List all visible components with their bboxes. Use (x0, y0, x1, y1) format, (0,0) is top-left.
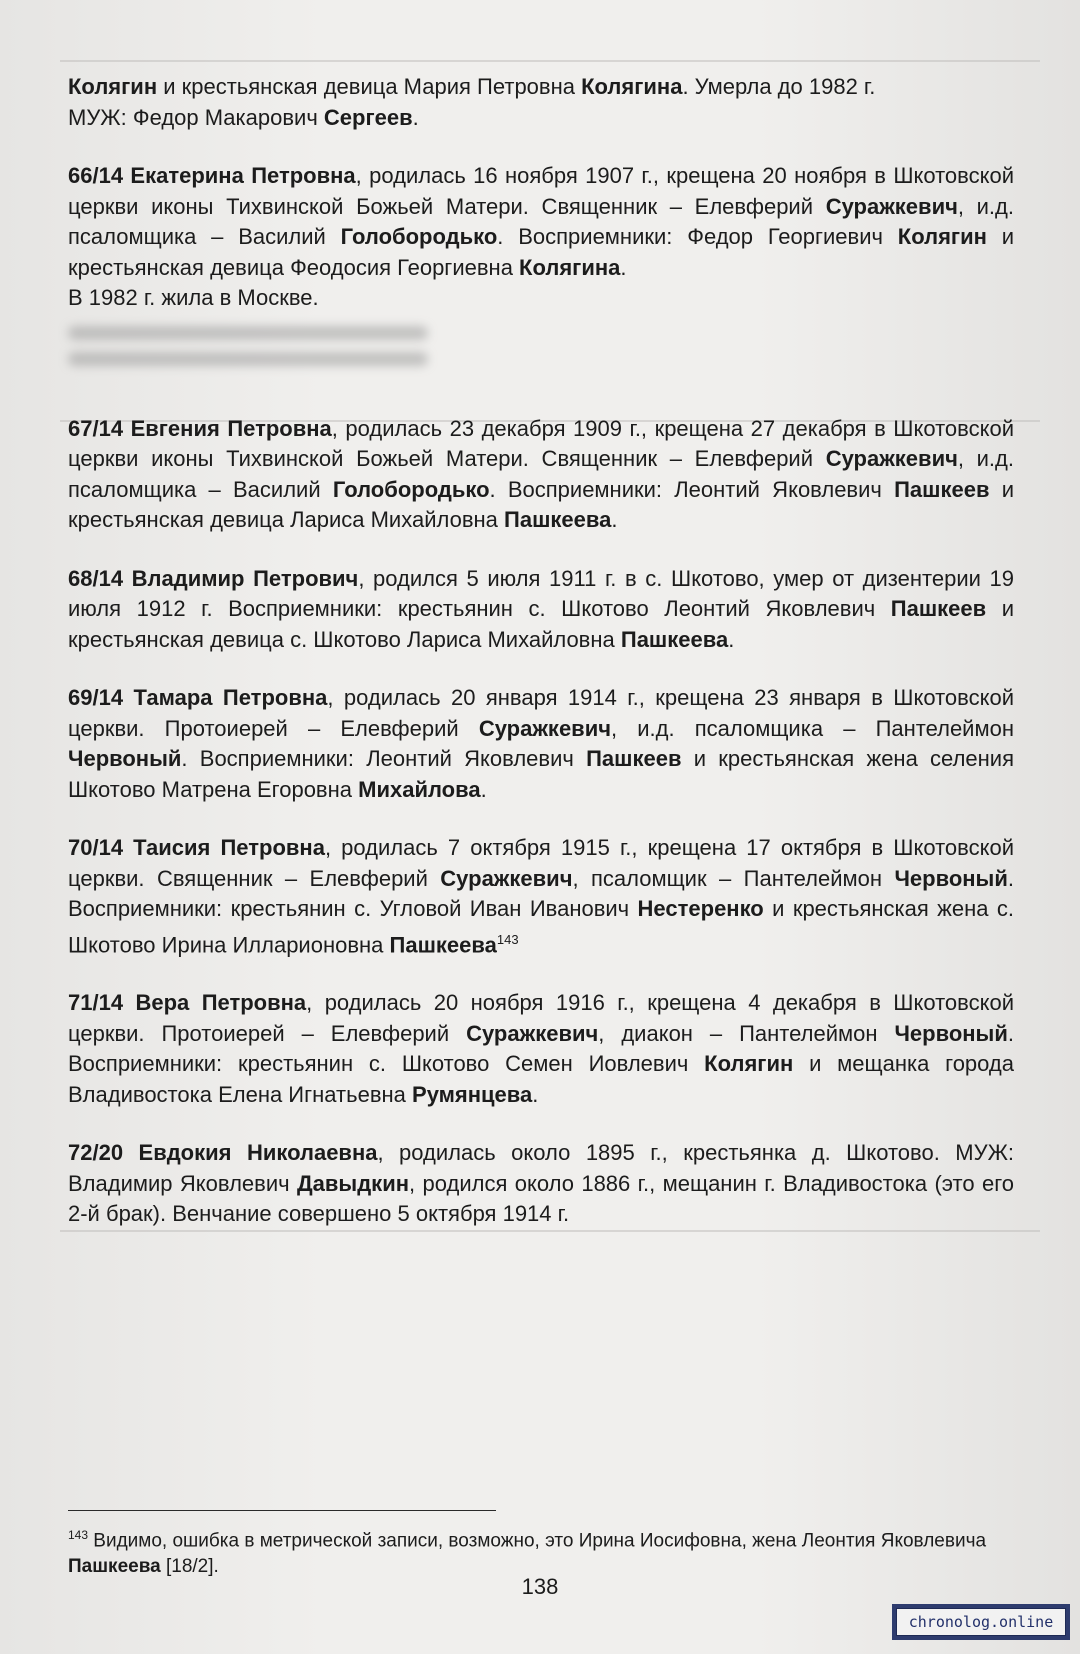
footnote-marker: 143 (496, 931, 519, 947)
text-run: и крестьянская жена с. Шкотово Ирина Илларионовна (68, 896, 1015, 957)
text-run: . Восприемники: Леонтий Яковлевич (181, 746, 587, 771)
entry-72-20 (68, 1138, 1014, 1230)
bold-name: Суражкевич (478, 715, 611, 741)
bold-name: Колягин (897, 224, 987, 249)
text-run: МУЖ: Федор Макарович (68, 104, 324, 130)
footnote-ref: [18/2]. (160, 1556, 219, 1578)
footnote (68, 1522, 1014, 1580)
text-run: . (412, 104, 419, 130)
text-run: и крестьянская девица Феодосия Георгиевна (68, 224, 1014, 280)
bold-name: Червоный (894, 865, 1008, 891)
footnote-rule (68, 1510, 496, 1511)
text-run: . Умерла до 1982 г. (682, 74, 876, 99)
entry-paragraph (68, 988, 1014, 1110)
bold-name: 66/14 Екатерина Петровна (68, 163, 356, 188)
entry-paragraph (68, 161, 1014, 283)
text-run: , псаломщик – Пантелеймон (572, 865, 895, 891)
text-run: и мещанка города Владивостока Елена Игнатьевна (68, 1051, 1014, 1107)
text-run: , диакон – Пантелеймон (598, 1020, 895, 1046)
bold-name: Голобородько (340, 224, 498, 249)
bold-name: 67/14 Евгения Петровна (68, 415, 332, 441)
watermark-badge (892, 1604, 1070, 1640)
footnote-name: Пашкеева (68, 1556, 161, 1578)
bold-name: Червоный (68, 746, 182, 771)
bold-name: Пашкеева (389, 931, 497, 957)
text-run: . (728, 626, 735, 652)
entry-extra-line (68, 103, 1014, 134)
text-run: , и.д. псаломщика – Василий (68, 446, 1014, 502)
entry-66-14 (68, 161, 1014, 314)
entry-70-14 (68, 833, 1014, 960)
text-run: и крестьянская девица Лариса Михайловна (68, 476, 1015, 532)
text-run: . Восприемники: Леонтий Яковлевич (489, 476, 895, 502)
text-run: . (532, 1081, 539, 1107)
bold-name: Пашкеева (620, 626, 729, 652)
text-run: . (480, 776, 487, 802)
page-number: 138 (521, 1574, 559, 1599)
text-run: , и.д. псаломщика – Василий (68, 193, 1014, 249)
bold-name: Нестеренко (637, 896, 764, 921)
entry-paragraph (68, 72, 1014, 103)
bold-name: Сергеев (323, 104, 413, 130)
entry-paragraph (68, 833, 1014, 960)
bold-name: Колягина (519, 254, 621, 280)
text-run: . (620, 254, 627, 280)
bold-name: Пашкеева (504, 507, 612, 532)
text-run: . Восприемники: Федор Георгиевич (497, 224, 898, 249)
text-run: и крестьянская жена селения Шкотово Матрена Егоровна (68, 746, 1014, 802)
bold-name: Пашкеев (586, 746, 682, 771)
text-run: , родилась 7 октября 1915 г., крещена 17 октября в Шкотовской церкви. Священник – Елевферий (68, 835, 1014, 891)
bold-name: 70/14 Таисия Петровна (68, 835, 325, 860)
bold-name: Румянцева (412, 1081, 533, 1107)
bold-name: Суражкевич (825, 446, 958, 471)
text-run: . Восприемники: крестьянин с. Шкотово Семен Иовлевич (68, 1020, 1014, 1077)
redacted-block (68, 326, 1014, 366)
entry-paragraph (68, 564, 1014, 656)
entry-68-14 (68, 564, 1014, 656)
bold-name: Пашкеев (894, 476, 990, 502)
text-run: . Восприемники: крестьянин с. Угловой Иван Иванович (68, 865, 1014, 921)
text-run: , родилась 16 ноября 1907 г., крещена 20 ноября в Шкотовской церкви иконы Тихвинской Божьей Матери. Священник – Елевферий (68, 163, 1015, 219)
text-run: , родился 5 июля 1911 г. в с. Шкотово, умер от дизентерии 19 июля 1912 г. Восприемники: крестьянин с. Шкотово Леонтий Яковлевич (68, 565, 1014, 621)
text-run: , родилась около 1895 г., крестьянка д. Шкотово. МУЖ: Владимир Яковлевич (68, 1140, 1014, 1196)
footnote-text: Видимо, ошибка в метрической записи, возможно, это Ирина Иосифовна, жена Леонтия Яковлевича (88, 1530, 987, 1552)
text-run: В 1982 г. жила в Москве. (68, 285, 319, 310)
bold-name: Михайлова (358, 776, 481, 802)
footnote-number: 143 (68, 1528, 89, 1542)
bold-name: 68/14 Владимир Петрович (68, 565, 359, 591)
bold-name: Пашкеев (890, 596, 987, 621)
bold-name: Суражкевич (466, 1020, 599, 1046)
text-run: , родилась 20 ноября 1916 г., крещена 4 декабря в Шкотовской церкви. Протоиерей – Елевферий (68, 990, 1014, 1046)
bold-name: Колягин (68, 74, 158, 99)
text-run: и крестьянская девица Мария Петровна (157, 74, 582, 99)
bleed-through (60, 60, 1040, 62)
bold-name: Суражкевич (440, 865, 573, 891)
text-run: , родилась 23 декабря 1909 г., крещена 27 декабря в Шкотовской церкви иконы Тихвинской Божьей Матери. Священник – Елевферий (68, 415, 1014, 471)
entry-71-14 (68, 988, 1014, 1110)
entry-paragraph (68, 414, 1014, 536)
bold-name: Давыдкин (297, 1170, 410, 1196)
bold-name: Голобородько (332, 476, 490, 502)
bold-name: Колягин (704, 1051, 794, 1077)
entry-continuation (68, 72, 1014, 133)
text-run: , и.д. псаломщика – Пантелеймон (611, 715, 1014, 741)
bold-name: Червоный (894, 1020, 1008, 1046)
text-run: , родилась 20 января 1914 г., крещена 23 января в Шкотовской церкви. Протоиерей – Елевферий (68, 685, 1014, 741)
text-run: , родился около 1886 г., мещанин г. Владивостока (это его 2-й брак). Венчание совершено 5 октября 1914 г. (68, 1170, 1015, 1227)
watermark-text: chronolog.online (896, 1608, 1066, 1636)
page-body (68, 72, 1014, 1258)
entry-69-14 (68, 683, 1014, 805)
entry-paragraph (68, 683, 1014, 805)
entry-paragraph (68, 1138, 1014, 1230)
bold-name: 69/14 Тамара Петровна (68, 685, 328, 710)
text-run: . (611, 507, 618, 532)
text-run: и крестьянская девица с. Шкотово Лариса Михайловна (68, 596, 1014, 652)
bold-name: 72/20 Евдокия Николаевна (68, 1140, 378, 1166)
bold-name: 71/14 Вера Петровна (68, 990, 307, 1016)
entry-67-14 (68, 414, 1014, 536)
entry-extra-line (68, 283, 1014, 314)
bold-name: Колягина (581, 74, 683, 99)
bold-name: Суражкевич (825, 193, 958, 219)
